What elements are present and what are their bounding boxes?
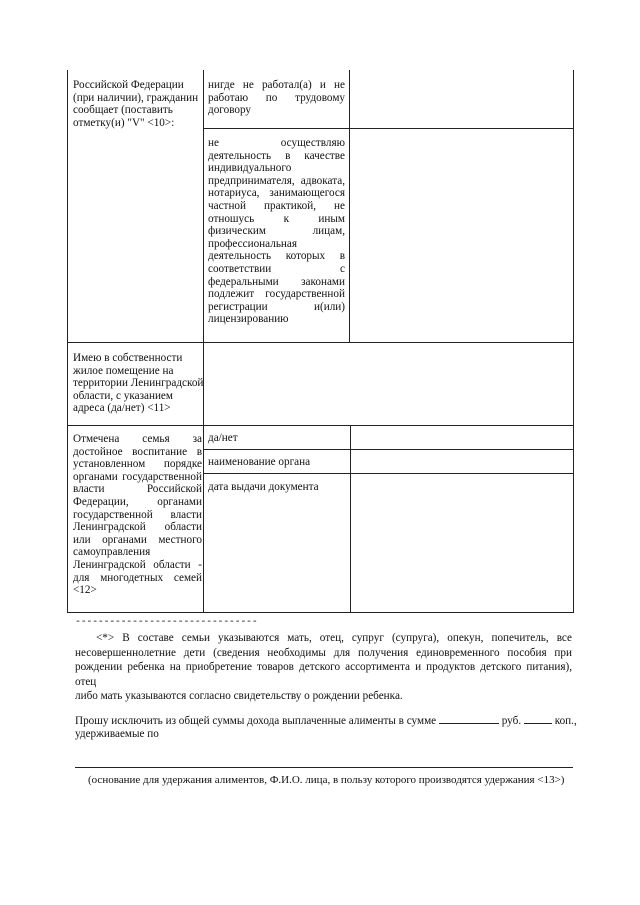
row1-label-line: (при наличии), гражданин	[73, 91, 199, 104]
row2-value-cell[interactable]	[204, 343, 573, 425]
row1-checkmark-cell-2[interactable]	[350, 129, 573, 342]
alimony-sum-field[interactable]	[439, 713, 499, 724]
option-text-line: регистрации и(или)	[208, 300, 345, 313]
option-text-line: физическим лицам,	[208, 225, 345, 238]
row2-label-line: области, с указанием	[73, 389, 173, 402]
option-text-line: деятельность в качестве	[208, 149, 345, 162]
sub-label: наименование органа	[208, 456, 311, 468]
alimony-text: Прошу исключить из общей суммы дохода выплаченные алименты в сумме	[75, 715, 437, 727]
alimony-basis-caption: (основание для удержания алиментов, Ф.И.О. лица, в пользу которого производятся удержания <13>)	[88, 774, 565, 786]
option-text-line: договору	[208, 104, 252, 117]
row3-yes-no-value[interactable]	[351, 426, 573, 449]
option-text-line: соответствии с	[208, 262, 345, 275]
row3-label-line: власти Российской	[73, 483, 202, 496]
row2-label-line: жилое помещение на	[73, 364, 174, 377]
row3-label	[73, 433, 202, 597]
footnote-line: рождении ребенка на приобретение товаров детского ассортимента и продуктов детского питания), отец	[75, 661, 572, 688]
option-text-line: федеральными законами	[208, 275, 345, 288]
footnote-line: <*> В составе семьи указываются мать, отец, супруг (супруга), опекун, попечитель, все	[96, 632, 572, 644]
option-text-line: предпринимателя, адвоката,	[208, 174, 345, 187]
footnote-line: несовершеннолетние дети (сведения необходимы для получения единовременного пособия при	[75, 646, 572, 659]
rub-label: руб.	[501, 715, 522, 727]
row2-label	[73, 352, 204, 415]
option-text-line: частной практикой, не	[208, 199, 345, 212]
alimony-basis-label: удерживаемые по	[75, 728, 159, 740]
row3-label-line: самоуправления	[73, 546, 151, 559]
row3-label-line: органами государственной	[73, 470, 202, 483]
row1-option-not-employed	[208, 79, 345, 117]
row3-sub-organ-name	[208, 456, 310, 469]
row3-organ-name-value[interactable]	[351, 450, 573, 473]
option-text-line: индивидуального	[208, 162, 292, 175]
option-text-line: работаю по трудовому	[208, 91, 345, 104]
row1-option-no-business	[208, 137, 345, 326]
option-text-line: нотариуса, занимающегося	[208, 187, 345, 200]
alimony-basis-field[interactable]	[75, 767, 573, 768]
row3-label-line: Ленинградской области -	[73, 558, 202, 571]
option-text-line: деятельность которых в	[208, 250, 345, 263]
row3-label-line: или органами местного	[73, 533, 202, 546]
option-text-line: нигде не работал(а) и не	[208, 79, 345, 91]
row1-label-line: сообщает (поставить	[73, 104, 173, 117]
row3-label-line: достойное воспитание в	[73, 445, 202, 458]
row2-label-line: Имею в собственности	[73, 352, 183, 364]
option-text-line: лицензированию	[208, 313, 289, 326]
option-text-line: подлежит государственной	[208, 288, 345, 301]
row3-label-line: установленном порядке	[73, 458, 202, 471]
row3-sub-issue-date	[208, 481, 319, 494]
row3-label-line: Отмечена семья за	[73, 433, 202, 445]
row1-label	[73, 79, 201, 129]
sub-label: да/нет	[208, 432, 238, 444]
row3-label-line: Федерации, органами	[73, 495, 202, 508]
footnote-separator: --------------------------------	[75, 617, 258, 628]
footnote-text	[75, 631, 572, 704]
row3-label-line: Ленинградской области	[73, 521, 202, 534]
option-text-line: профессиональная	[208, 237, 298, 250]
row3-sub-yes-no	[208, 432, 238, 445]
row3-label-line: <12>	[73, 584, 97, 597]
row1-label-line: отметку(и) "V" <10>:	[73, 116, 175, 129]
row3-label-line: государственной власти	[73, 508, 202, 521]
alimony-kop-field[interactable]	[524, 713, 552, 724]
row3-label-line: для многодетных семей	[73, 571, 202, 584]
option-text-line: не осуществляю	[208, 137, 345, 149]
kop-label: коп.,	[554, 715, 577, 727]
row2-label-line: территории Ленинградской	[73, 377, 204, 390]
row3-issue-date-value[interactable]	[351, 474, 573, 612]
footnote-line: либо мать указываются согласно свидетельству о рождении ребенка.	[75, 690, 403, 703]
table-border-bottom	[67, 612, 574, 613]
row1-label-line: Российской Федерации	[73, 79, 184, 91]
row1-checkmark-cell-1[interactable]	[350, 71, 573, 128]
option-text-line: отношусь к иным	[208, 212, 345, 225]
sub-label: дата выдачи документа	[208, 481, 319, 493]
row2-label-line: адреса (да/нет) <11>	[73, 402, 171, 415]
